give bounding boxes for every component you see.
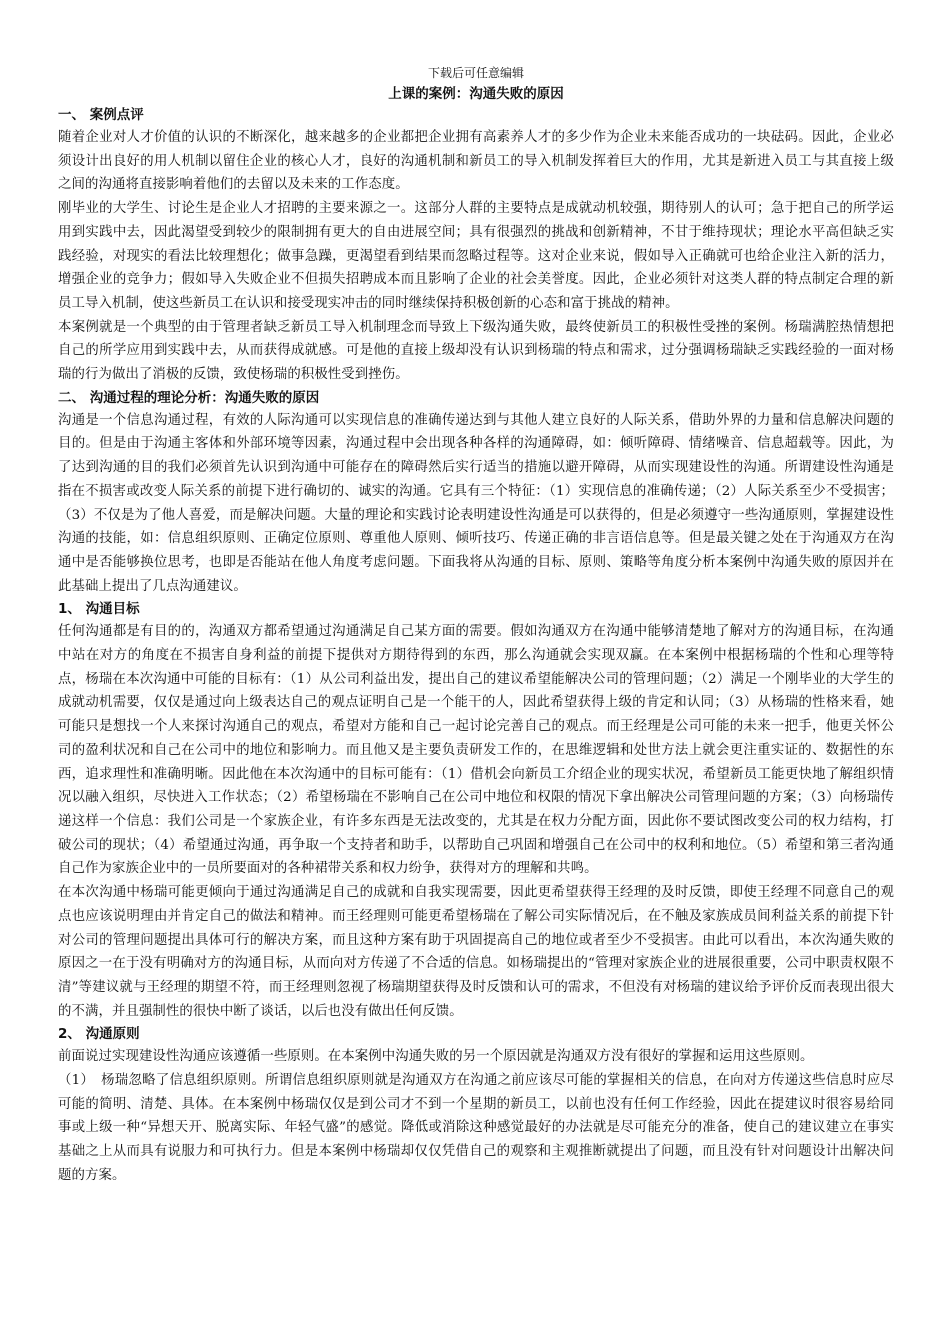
section-heading-principles: 2、 沟通原则 (58, 1026, 140, 1043)
paragraph: 沟通是一个信息沟通过程，有效的人际沟通可以实现信息的准确传递达到与其他人建立良好的人际关系，借助外界的力量和信息解决问题的目的。但是由于沟通主客体和外部环境等因素，沟通过程中会出现各种各样的沟通障碍，如：倾听障碍、情绪噪音、信息超载等。因此，为了达到沟通的目的我们必须首先认识到沟通中可能存在的障碍然后实行适当的措施以避开障碍，从而实现建设性的沟通。所谓建设性沟通是指在不损害或改变人际关系的前提下进行确切的、诚实的沟通。它具有三个特征：（1）实现信息的准确传递；（2）人际关系至少不受损害；（3）不仅是为了他人喜爱，而是解决问题。大量的理论和实践讨论表明建设性沟通是可以获得的，但是必须遵守一些沟通原则，掌握建设性沟通的技能，如：信息组织原则、正确定位原则、尊重他人原则、倾听技巧、传递正确的非言语信息等。但是最关键之处在于沟通双方在沟通中是否能够换位思考，也即是否能站在他人角度考虑问题。下面我将从沟通的目标、原则、策略等角度分析本案例中沟通失败的原因并在此基础上提出了几点沟通建议。 (58, 412, 894, 594)
paragraph: （1） 杨瑞忽略了信息组织原则。所谓信息组织原则就是沟通双方在沟通之前应该尽可能的掌握相关的信息，在向对方传递这些信息时应尽可能的简明、清楚、具体。在本案例中杨瑞仅仅是到公司才不到一个星期的新员工，以前也没有任何工作经验，因此在提建议时很容易给同事或上级一种“异想天开、脱离实际、年轻气盛”的感觉。降低或消除这种感觉最好的办法就是尽可能充分的准备，使自己的建议建立在事实基础之上从而具有说服力和可执行力。但是本案例中杨瑞却仅仅凭借自己的观察和主观推断就提出了问题，而且没有针对问题设计出解决问题的方案。 (58, 1073, 894, 1183)
paragraph: 在本次沟通中杨瑞可能更倾向于通过沟通满足自己的成就和自我实现需要，因此更希望获得王经理的及时反馈，即使王经理不同意自己的观点也应该说明理由并肯定自己的做法和精神。而王经理则可能更希望杨瑞在了解公司实际情况后，在不触及家族成员间利益关系的前提下针对公司的管理问题提出具体可行的解决方案，而且这种方案有助于巩固提高自己的地位或者至少不受损害。由此可以看出，本次沟通失败的原因之一在于没有明确对方的沟通目标，从而向对方传递了不合适的信息。如杨瑞提出的“管理对家族企业的进展很重要，公司中职责权限不清”等建议就与王经理的期望不符，而王经理则忽视了杨瑞期望获得及时反馈和认可的需求，不但没有对杨瑞的建议给予评价反而表现出很大的不满，并且强制性的很快中断了谈话，以后也没有做出任何反馈。 (58, 885, 894, 1019)
section-heading-case-review: 一、 案例点评 (58, 107, 144, 123)
download-note: 下载后可任意编辑 (427, 66, 524, 80)
document-page (58, 64, 894, 1188)
paragraph: 前面说过实现建设性沟通应该遵循一些原则。在本案例中沟通失败的另一个原因就是沟通双方没有很好的掌握和运用这些原则。 (58, 1049, 814, 1065)
document-title: 上课的案例：沟通失败的原因 (388, 86, 564, 102)
paragraph: 任何沟通都是有目的的，沟通双方都希望通过沟通满足自己某方面的需要。假如沟通双方在沟通中能够清楚地了解对方的沟通目标，在沟通中站在对方的角度在不损害自身利益的前提下提供对方期待得到的东西，那么沟通就会实现双赢。在本案例中根据杨瑞的个性和心理等特点，杨瑞在本次沟通中可能的目标有：（1）从公司利益出发，提出自己的建议希望能解决公司的管理问题；（2）满足一个刚毕业的大学生的成就动机需要，仅仅是通过向上级表达自己的观点证明自己是一个能干的人，因此希望获得上级的肯定和认同；（3）从杨瑞的性格来看，她可能只是想找一个人来探讨沟通自己的观点，希望对方能和自己一起讨论完善自己的观点。而王经理是公司可能的未来一把手，他更关怀公司的盈利状况和自己在公司中的地位和影响力。而且他又是主要负责研发工作的，在思维逻辑和处世方法上就会更注重实证的、数据性的东西，追求理性和准确明晰。因此他在本次沟通中的目标可能有：（1）借机会向新员工介绍企业的现实状况，希望新员工能更快地了解组织情况以融入组织，尽快进入工作状态；（2）希望杨瑞在不影响自己在公司中地位和权限的情况下拿出解决公司管理问题的方案；（3）向杨瑞传递这样一个信息：我们公司是一个家族企业，有许多东西是无法改变的，尤其是在权力分配方面，因此你不要试图改变公司的权力结构，打破公司的现状；（4）希望通过沟通，再争取一个支持者和助手，以帮助自己巩固和增强自己在公司中的权利和地位。（5）希望和第三者沟通自己作为家族企业中的一员所要面对的各种裙带关系和权力纷争，获得对方的理解和共鸣。 (58, 624, 894, 877)
paragraph: 刚毕业的大学生、讨论生是企业人才招聘的主要来源之一。这部分人群的主要特点是成就动机较强，期待别人的认可；急于把自己的所学运用到实践中去，因此渴望受到较少的限制拥有更大的自由进展空间；具有很强烈的挑战和创新精神，不甘于维持现状；理论水平高但缺乏实践经验，对现实的看法比较理想化；做事急躁，更渴望看到结果而忽略过程等。这对企业来说，假如导入正确就可也给企业注入新的活力，增强企业的竞争力；假如导入失败企业不但损失招聘成本而且影响了企业的社会美誉度。因此，企业必须针对这类人群的特点制定合理的新员工导入机制，使这些新员工在认识和接受现实冲击的同时继续保持积极创新的心态和富于挑战的精神。 (58, 201, 894, 311)
section-heading-theory-analysis: 二、 沟通过程的理论分析：沟通失败的原因 (58, 389, 320, 406)
paragraph: 随着企业对人才价值的认识的不断深化，越来越多的企业都把企业拥有高素养人才的多少作为企业未来能否成功的一块砝码。因此，企业必须设计出良好的用人机制以留住企业的核心人才，良好的沟通机制和新员工的导入机制发挥着巨大的作用，尤其是新进入员工与其直接上级之间的沟通将直接影响着他们的去留以及未来的工作态度。 (58, 130, 894, 193)
section-heading-goals: 1、 沟通目标 (58, 601, 140, 618)
paragraph: 本案例就是一个典型的由于管理者缺乏新员工导入机制理念而导致上下级沟通失败，最终使新员工的积极性受挫的案例。杨瑞满腔热情想把自己的所学应用到实践中去，从而获得成就感。可是他的直接上级却没有认识到杨瑞的特点和需求，过分强调杨瑞缺乏实践经验的一面对杨瑞的行为做出了消极的反馈，致使杨瑞的积极性受到挫伤。 (58, 319, 894, 383)
